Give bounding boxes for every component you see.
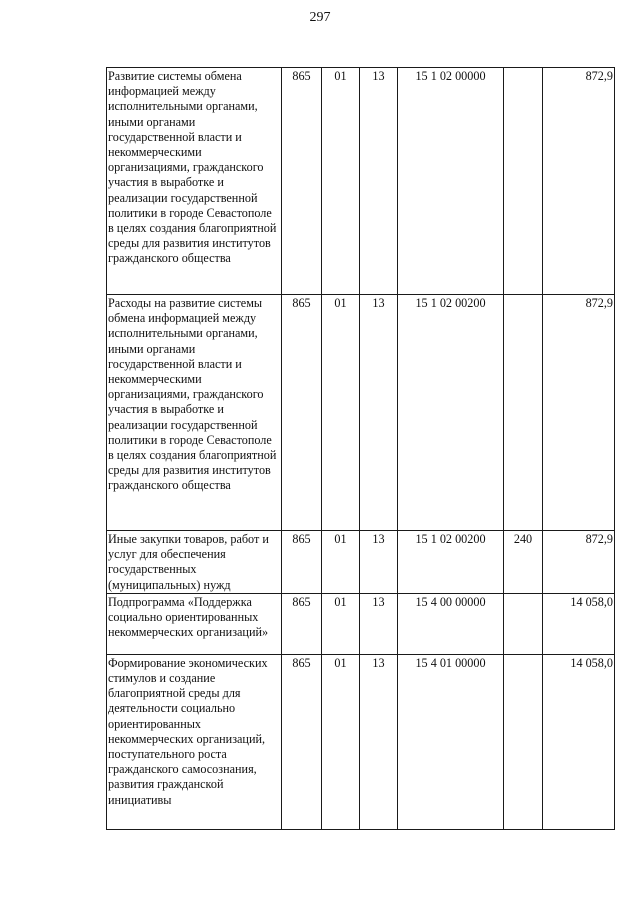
table-row xyxy=(107,295,615,531)
subsection-code-cell: 13 xyxy=(360,593,398,654)
target-article-cell: 15 1 02 00000 xyxy=(398,68,504,295)
ministry-code-cell: 865 xyxy=(282,68,322,295)
section-code-cell: 01 xyxy=(322,295,360,531)
target-article-cell: 15 1 02 00200 xyxy=(398,295,504,531)
subsection-code-cell: 13 xyxy=(360,531,398,594)
section-code-cell: 01 xyxy=(322,593,360,654)
amount-cell: 872,9 xyxy=(543,531,615,594)
table-row xyxy=(107,593,615,654)
table-row xyxy=(107,68,615,295)
section-code-cell: 01 xyxy=(322,531,360,594)
row-name-cell: Формирование экономических стимулов и создание благоприятной среды для деятельности социально ориентированных некоммерческих организаций, поступательного роста гражданского самосознания, развития гражданской инициативы xyxy=(107,654,282,829)
section-code-cell: 01 xyxy=(322,654,360,829)
subsection-code-cell: 13 xyxy=(360,654,398,829)
expense-type-cell xyxy=(504,593,543,654)
row-name-cell: Подпрограмма «Поддержка социально ориентированных некоммерческих организаций» xyxy=(107,593,282,654)
amount-cell: 872,9 xyxy=(543,295,615,531)
amount-cell: 14 058,0 xyxy=(543,654,615,829)
budget-table xyxy=(106,67,615,830)
ministry-code-cell: 865 xyxy=(282,295,322,531)
ministry-code-cell: 865 xyxy=(282,654,322,829)
expense-type-cell xyxy=(504,68,543,295)
expense-type-cell xyxy=(504,654,543,829)
amount-cell: 14 058,0 xyxy=(543,593,615,654)
target-article-cell: 15 4 00 00000 xyxy=(398,593,504,654)
table-row xyxy=(107,531,615,594)
page-number: 297 xyxy=(309,10,331,25)
ministry-code-cell: 865 xyxy=(282,593,322,654)
row-name-cell: Развитие системы обмена информацией между исполнительными органами, иными органами государственной власти и некоммерческими организациями, гражданского участия в выработке и реализации государственной политики в городе Севастополе в целях создания благоприятной среды для развития институтов гражданского общества xyxy=(107,68,282,295)
subsection-code-cell: 13 xyxy=(360,295,398,531)
table-row xyxy=(107,654,615,829)
ministry-code-cell: 865 xyxy=(282,531,322,594)
subsection-code-cell: 13 xyxy=(360,68,398,295)
expense-type-cell xyxy=(504,295,543,531)
row-name-cell: Расходы на развитие системы обмена информацией между исполнительными органами, иными органами государственной власти и некоммерческими организациями, гражданского участия в выработке и реализации государственной политики в городе Севастополе в целях создания благоприятной среды для развития институтов гражданского общества xyxy=(107,295,282,531)
target-article-cell: 15 1 02 00200 xyxy=(398,531,504,594)
target-article-cell: 15 4 01 00000 xyxy=(398,654,504,829)
amount-cell: 872,9 xyxy=(543,68,615,295)
section-code-cell: 01 xyxy=(322,68,360,295)
expense-type-cell: 240 xyxy=(504,531,543,594)
row-name-cell: Иные закупки товаров, работ и услуг для обеспечения государственных (муниципальных) нужд xyxy=(107,531,282,594)
